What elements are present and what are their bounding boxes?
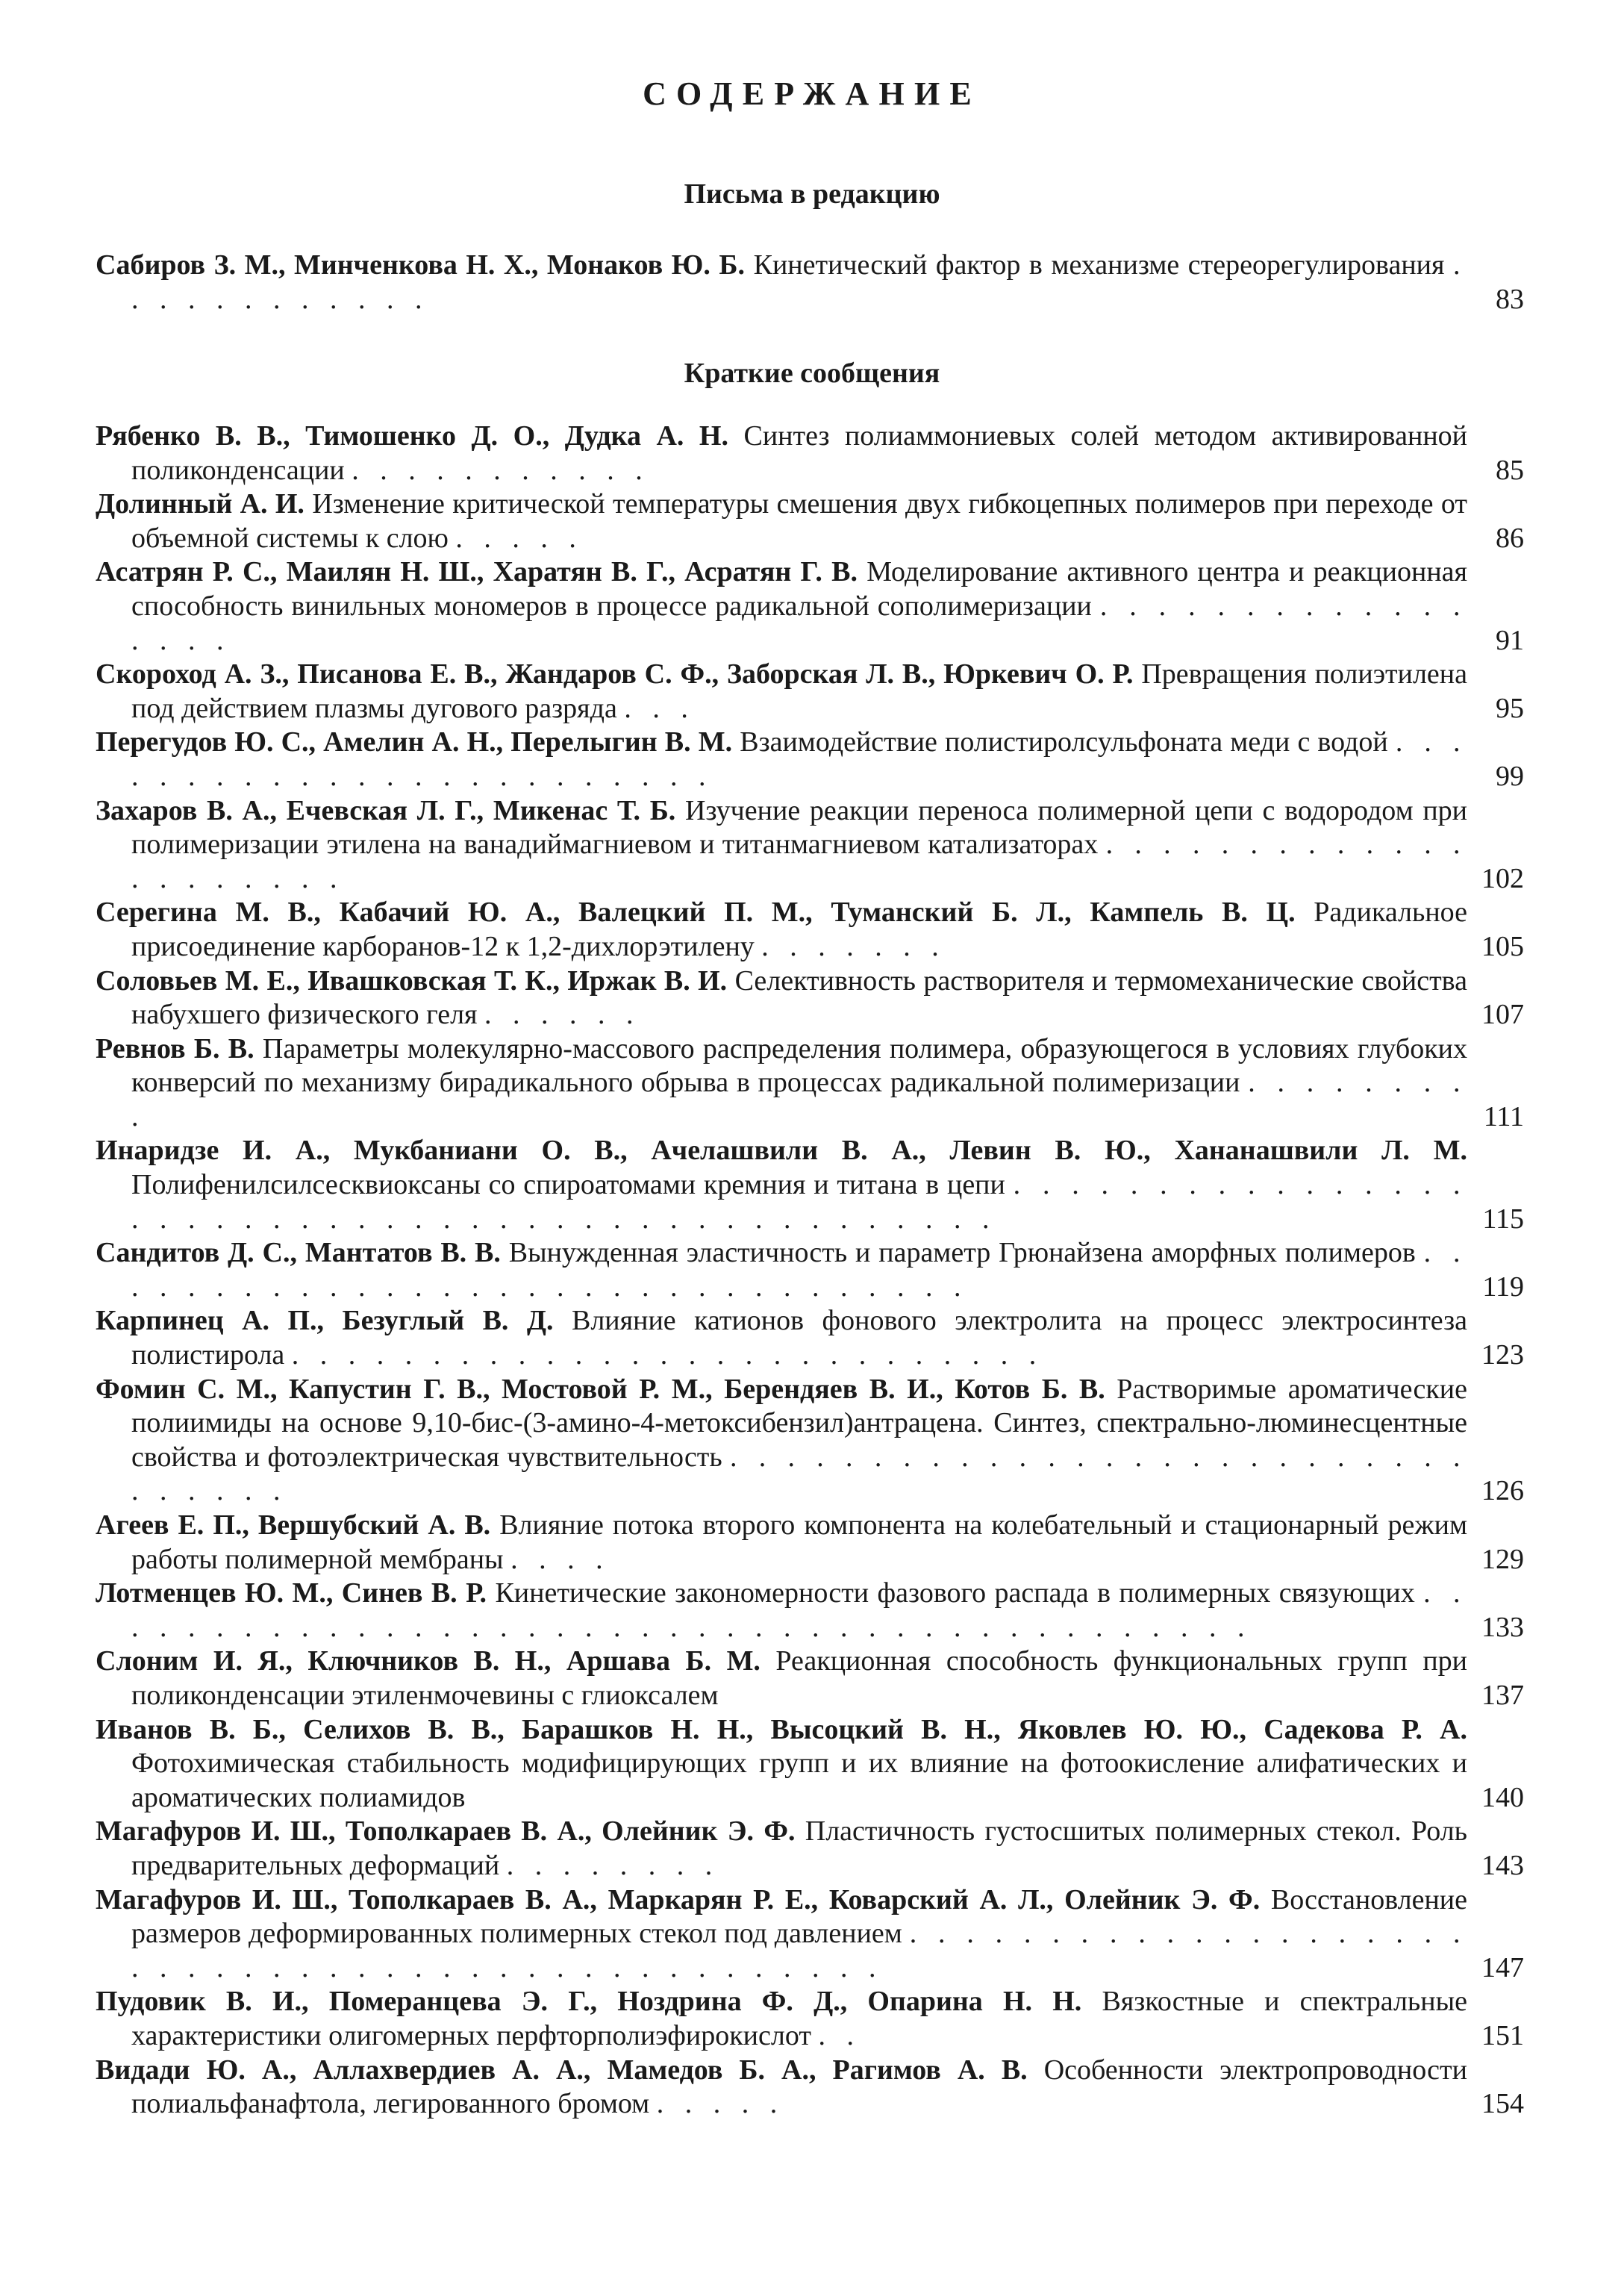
entry-text <box>96 1645 1467 1712</box>
entry-leader-dots: . . . . . . . . . . . . . . . . . <box>131 590 1468 656</box>
entry-title: Полифенилсилсесквиоксаны со спироатомами кремния и титана в цепи <box>131 1169 1005 1201</box>
entry-page-number: 86 <box>1496 522 1524 554</box>
entry-page-number: 83 <box>1496 283 1524 315</box>
entry-page-number: 140 <box>1481 1781 1524 1813</box>
entry-title: Кинетические закономерности фазового распада в полимерных связующих <box>495 1577 1415 1609</box>
entry-leader-dots: . . . . . . . . . <box>131 1067 1468 1132</box>
entry-title: Влияние потока второго компонента на колебательный и стационарный режим работы полимерной мембраны <box>131 1509 1467 1575</box>
toc-entry <box>96 1236 1524 1304</box>
entry-leader-dots: . . . . . . . . . . . <box>352 454 650 486</box>
entry-text <box>96 896 1468 964</box>
entry-text <box>96 555 1468 658</box>
entry-text <box>96 1883 1468 1986</box>
entry-page-number: 91 <box>1496 624 1524 656</box>
section-heading-letters: Письма в редакцию <box>684 178 940 210</box>
entry-text <box>96 794 1468 897</box>
entry-leader-dots: . . . . . . . . <box>506 1849 719 1881</box>
entry-authors: Асатрян Р. С., Маилян Н. Ш., Харатян В. Г., Асратян Г. В. <box>96 556 858 588</box>
entry-text <box>96 1032 1468 1135</box>
entry-page-number: 111 <box>1483 1100 1524 1132</box>
entry-title: Восстановление размеров деформированных полимерных стекол под давлением <box>131 1883 1467 1950</box>
entry-text <box>96 1713 1467 1815</box>
toc-entry <box>96 726 1524 794</box>
entry-title: Изучение реакции переноса полимерной цепи с водородом при полимеризации этилена на ванадиймагниевом и титанмагниевом катализаторах <box>131 794 1467 861</box>
entry-authors: Лотменцев Ю. М., Синев В. Р. <box>96 1577 487 1609</box>
entry-title: Пластичность густосшитых полимерных стекол. Роль предварительных деформаций <box>131 1815 1468 1881</box>
brief-section <box>96 420 1524 2122</box>
entry-text <box>96 726 1468 794</box>
toc-entry <box>96 964 1524 1032</box>
entry-authors: Захаров В. А., Ечевская Л. Г., Микенас Т. Б. <box>96 794 676 826</box>
entry-title: Фотохимическая стабильность модифицирующих групп и их влияние на фотоокисление алифатических и ароматических полиамидов <box>131 1748 1467 1813</box>
entry-authors: Слоним И. Я., Ключников В. Н., Аршава Б. М. <box>96 1645 761 1677</box>
entry-leader-dots: . . . . . <box>455 522 584 554</box>
entry-page-number: 99 <box>1496 760 1524 792</box>
entry-page-number: 102 <box>1481 862 1524 894</box>
entry-leader-dots: . . . . . . . . . . . . <box>131 249 1468 315</box>
entry-authors: Агеев Е. П., Вершубский А. В. <box>96 1509 491 1541</box>
toc-entry <box>96 794 1524 897</box>
entry-page-number: 107 <box>1481 999 1524 1031</box>
entry-leader-dots: . . <box>818 2019 861 2051</box>
entry-title: Параметры молекулярно-массового распределения полимера, образующегося в условиях глубоких конверсий по механизму бирадикального обрыва в процессах радикальной полимеризации <box>131 1032 1468 1099</box>
entry-authors: Сабиров З. М., Минченкова Н. Х., Монаков Ю. Б. <box>96 249 746 281</box>
entry-text <box>96 1815 1468 1883</box>
toc-entry <box>96 1134 1524 1236</box>
entry-authors: Магафуров И. Ш., Тополкараев В. А., Маркарян Р. Е., Коварский А. Л., Олейник Э. Ф. <box>96 1883 1261 1916</box>
toc-entry <box>96 1373 1524 1509</box>
entry-leader-dots: . . . . . . . . . . . . . . . . . . . . . . . . . . . . . . . . . . . . . . . . . . <box>131 1577 1468 1643</box>
page-title: СОДЕРЖАНИЕ <box>643 75 981 112</box>
entry-authors: Ревнов Б. В. <box>96 1032 254 1064</box>
entry-authors: Перегудов Ю. С., Амелин А. Н., Перелыгин В. М. <box>96 726 733 758</box>
entry-authors: Сандитов Д. С., Мантатов В. В. <box>96 1237 501 1269</box>
entry-leader-dots: . . . . <box>510 1543 610 1575</box>
toc-entry <box>96 1645 1524 1712</box>
entry-page-number: 85 <box>1496 454 1524 486</box>
toc-entry <box>96 1032 1524 1135</box>
entry-title: Взаимодействие полистиролсульфоната меди с водой <box>740 726 1388 758</box>
entry-page-number: 133 <box>1481 1611 1524 1643</box>
entry-authors: Видади Ю. А., Аллахвердиев А. А., Мамедов Б. А., Рагимов А. В. <box>96 2054 1028 2086</box>
entry-text <box>96 1577 1468 1645</box>
section-heading-brief: Краткие сообщения <box>684 358 940 389</box>
entry-authors: Иванов В. Б., Селихов В. В., Барашков Н. Н., Высоцкий В. Н., Яковлев Ю. Ю., Садекова Р. А. <box>96 1713 1467 1745</box>
entry-title: Синтез полиаммониевых солей методом активированной поликонденсации <box>131 420 1468 486</box>
toc-entry <box>96 1509 1524 1577</box>
entry-title: Реакционная способность функциональных групп при поликонденсации этиленмочевины с глиоксалем <box>131 1645 1467 1711</box>
entry-text <box>96 658 1468 726</box>
entry-page-number: 123 <box>1481 1339 1524 1371</box>
entry-title: Особенности электропроводности полиальфанафтола, легированного бромом <box>131 2054 1467 2120</box>
entry-authors: Соловьев М. Е., Ивашковская Т. К., Иржак В. И. <box>96 964 728 997</box>
toc-entry <box>96 555 1524 658</box>
entry-leader-dots: . . . . . . . . . . . . . . . . . . . . . . . . . . . . . . . . . . . . . . . . . . . . . . . <box>131 1169 1468 1235</box>
entry-leader-dots: . . . . . . . . . . . . . . . . . . . . . . . . . . . <box>291 1339 1043 1371</box>
entry-title: Превращения полиэтилена под действием плазмы дугового разряда <box>131 658 1468 724</box>
toc-entry <box>96 1304 1524 1372</box>
toc-entry <box>96 249 1524 317</box>
entry-text <box>96 1509 1467 1577</box>
entry-text <box>96 1134 1468 1236</box>
toc-entry <box>96 658 1524 726</box>
letters-section <box>96 249 1524 317</box>
toc-entry <box>96 1713 1524 1815</box>
entry-page-number: 126 <box>1481 1475 1524 1507</box>
entry-authors: Магафуров И. Ш., Тополкараев В. А., Олейник Э. Ф. <box>96 1815 796 1848</box>
entry-leader-dots: . . . . . . . . . . . . . . . . . . . . . . . . . . . . . . . . . . . . . . . . . . . . . . . <box>131 1918 1468 1983</box>
entry-text <box>96 487 1467 555</box>
entry-leader-dots: . . . . . . . . . . . . . . . . . . . . . . . . . . . . . . . . <box>131 1237 1468 1303</box>
entry-authors: Фомин С. М., Капустин Г. В., Мостовой Р. М., Берендяев В. И., Котов Б. В. <box>96 1373 1105 1405</box>
toc-entry <box>96 420 1524 487</box>
entry-title: Моделирование активного центра и реакционная способность винильных мономеров в процессе радикальной сополимеризации <box>131 556 1468 622</box>
entry-title: Влияние катионов фонового электролита на процесс электросинтеза полистирола <box>131 1305 1468 1371</box>
entry-text <box>96 249 1468 317</box>
entry-authors: Пудовик В. И., Померанцева Э. Г., Ноздрина Ф. Д., Опарина Н. Н. <box>96 1986 1082 2018</box>
entry-text <box>96 1985 1467 2053</box>
toc-entry <box>96 896 1524 964</box>
entry-page-number: 137 <box>1481 1679 1524 1711</box>
entry-leader-dots: . . . . . . . . . . . . . . . . . . . . . . . . . . . . . . . . <box>131 1441 1468 1507</box>
entry-authors: Инаридзе И. А., Мукбаниани О. В., Ачелашвили В. А., Левин В. Ю., Хананашвили Л. М. <box>96 1135 1467 1167</box>
entry-leader-dots: . . . . . . . . . . . . . . . . . . . . . <box>131 829 1468 894</box>
entry-page-number: 143 <box>1481 1849 1524 1881</box>
toc-entry <box>96 1815 1524 1883</box>
entry-authors: Скороход А. З., Писанова Е. В., Жандаров С. Ф., Заборская Л. В., Юркевич О. Р. <box>96 658 1134 691</box>
entry-title: Изменение критической температуры смешения двух гибкоцепных полимеров при переходе от объемной системы к слою <box>131 488 1467 554</box>
entry-text <box>96 2054 1467 2122</box>
entry-page-number: 119 <box>1482 1271 1524 1303</box>
entry-text <box>96 1236 1468 1304</box>
entry-page-number: 154 <box>1481 2088 1524 2120</box>
toc-entry <box>96 1985 1524 2053</box>
toc-entry <box>96 1883 1524 1986</box>
entry-page-number: 95 <box>1496 692 1524 724</box>
entry-leader-dots: . . . . . . <box>484 999 641 1031</box>
entry-leader-dots: . . . . . <box>656 2088 784 2120</box>
entry-page-number: 105 <box>1481 930 1524 962</box>
entry-text <box>96 1304 1468 1372</box>
toc-entry <box>96 1577 1524 1645</box>
entry-title: Растворимые ароматические полиимиды на основе 9,10-бис-(3-амино-4-метоксибензил)антрацена. Синтез, спектрально-люминесцентные свойства и фотоэлектрическая чувствительность <box>131 1373 1467 1473</box>
entry-page-number: 115 <box>1482 1203 1524 1235</box>
entry-title: Селективность растворителя и термомеханические свойства набухшего физического геля <box>131 964 1467 1031</box>
entry-title: Кинетический фактор в механизме стереорегулирования <box>753 249 1445 281</box>
entry-leader-dots: . . . <box>624 692 696 724</box>
entry-text <box>96 964 1467 1032</box>
entry-page-number: 129 <box>1481 1543 1524 1575</box>
entry-text <box>96 420 1468 487</box>
entry-leader-dots: . . . . . . . <box>761 930 946 962</box>
entry-authors: Долинный А. И. <box>96 488 304 520</box>
entry-title: Вязкостные и спектральные характеристики олигомерных перфторполиэфирокислот <box>131 1986 1467 2051</box>
entry-authors: Серегина М. В., Кабачий Ю. А., Валецкий П. М., Туманский Б. Л., Кампель В. Ц. <box>96 897 1296 929</box>
entry-authors: Рябенко В. В., Тимошенко Д. О., Дудка А. Н. <box>96 420 728 452</box>
entry-authors: Карпинец А. П., Безуглый В. Д. <box>96 1305 554 1337</box>
entry-page-number: 147 <box>1481 1951 1524 1983</box>
entry-leader-dots: . . . . . . . . . . . . . . . . . . . . . . . . <box>131 726 1468 792</box>
toc-entry <box>96 2054 1524 2122</box>
entry-page-number: 151 <box>1481 2019 1524 2051</box>
toc-entry <box>96 487 1524 555</box>
entry-text <box>96 1373 1468 1509</box>
entry-title: Вынужденная эластичность и параметр Грюнайзена аморфных полимеров <box>508 1237 1416 1269</box>
entry-title: Радикальное присоединение карборанов-12 к 1,2-дихлорэтилену <box>131 897 1468 962</box>
